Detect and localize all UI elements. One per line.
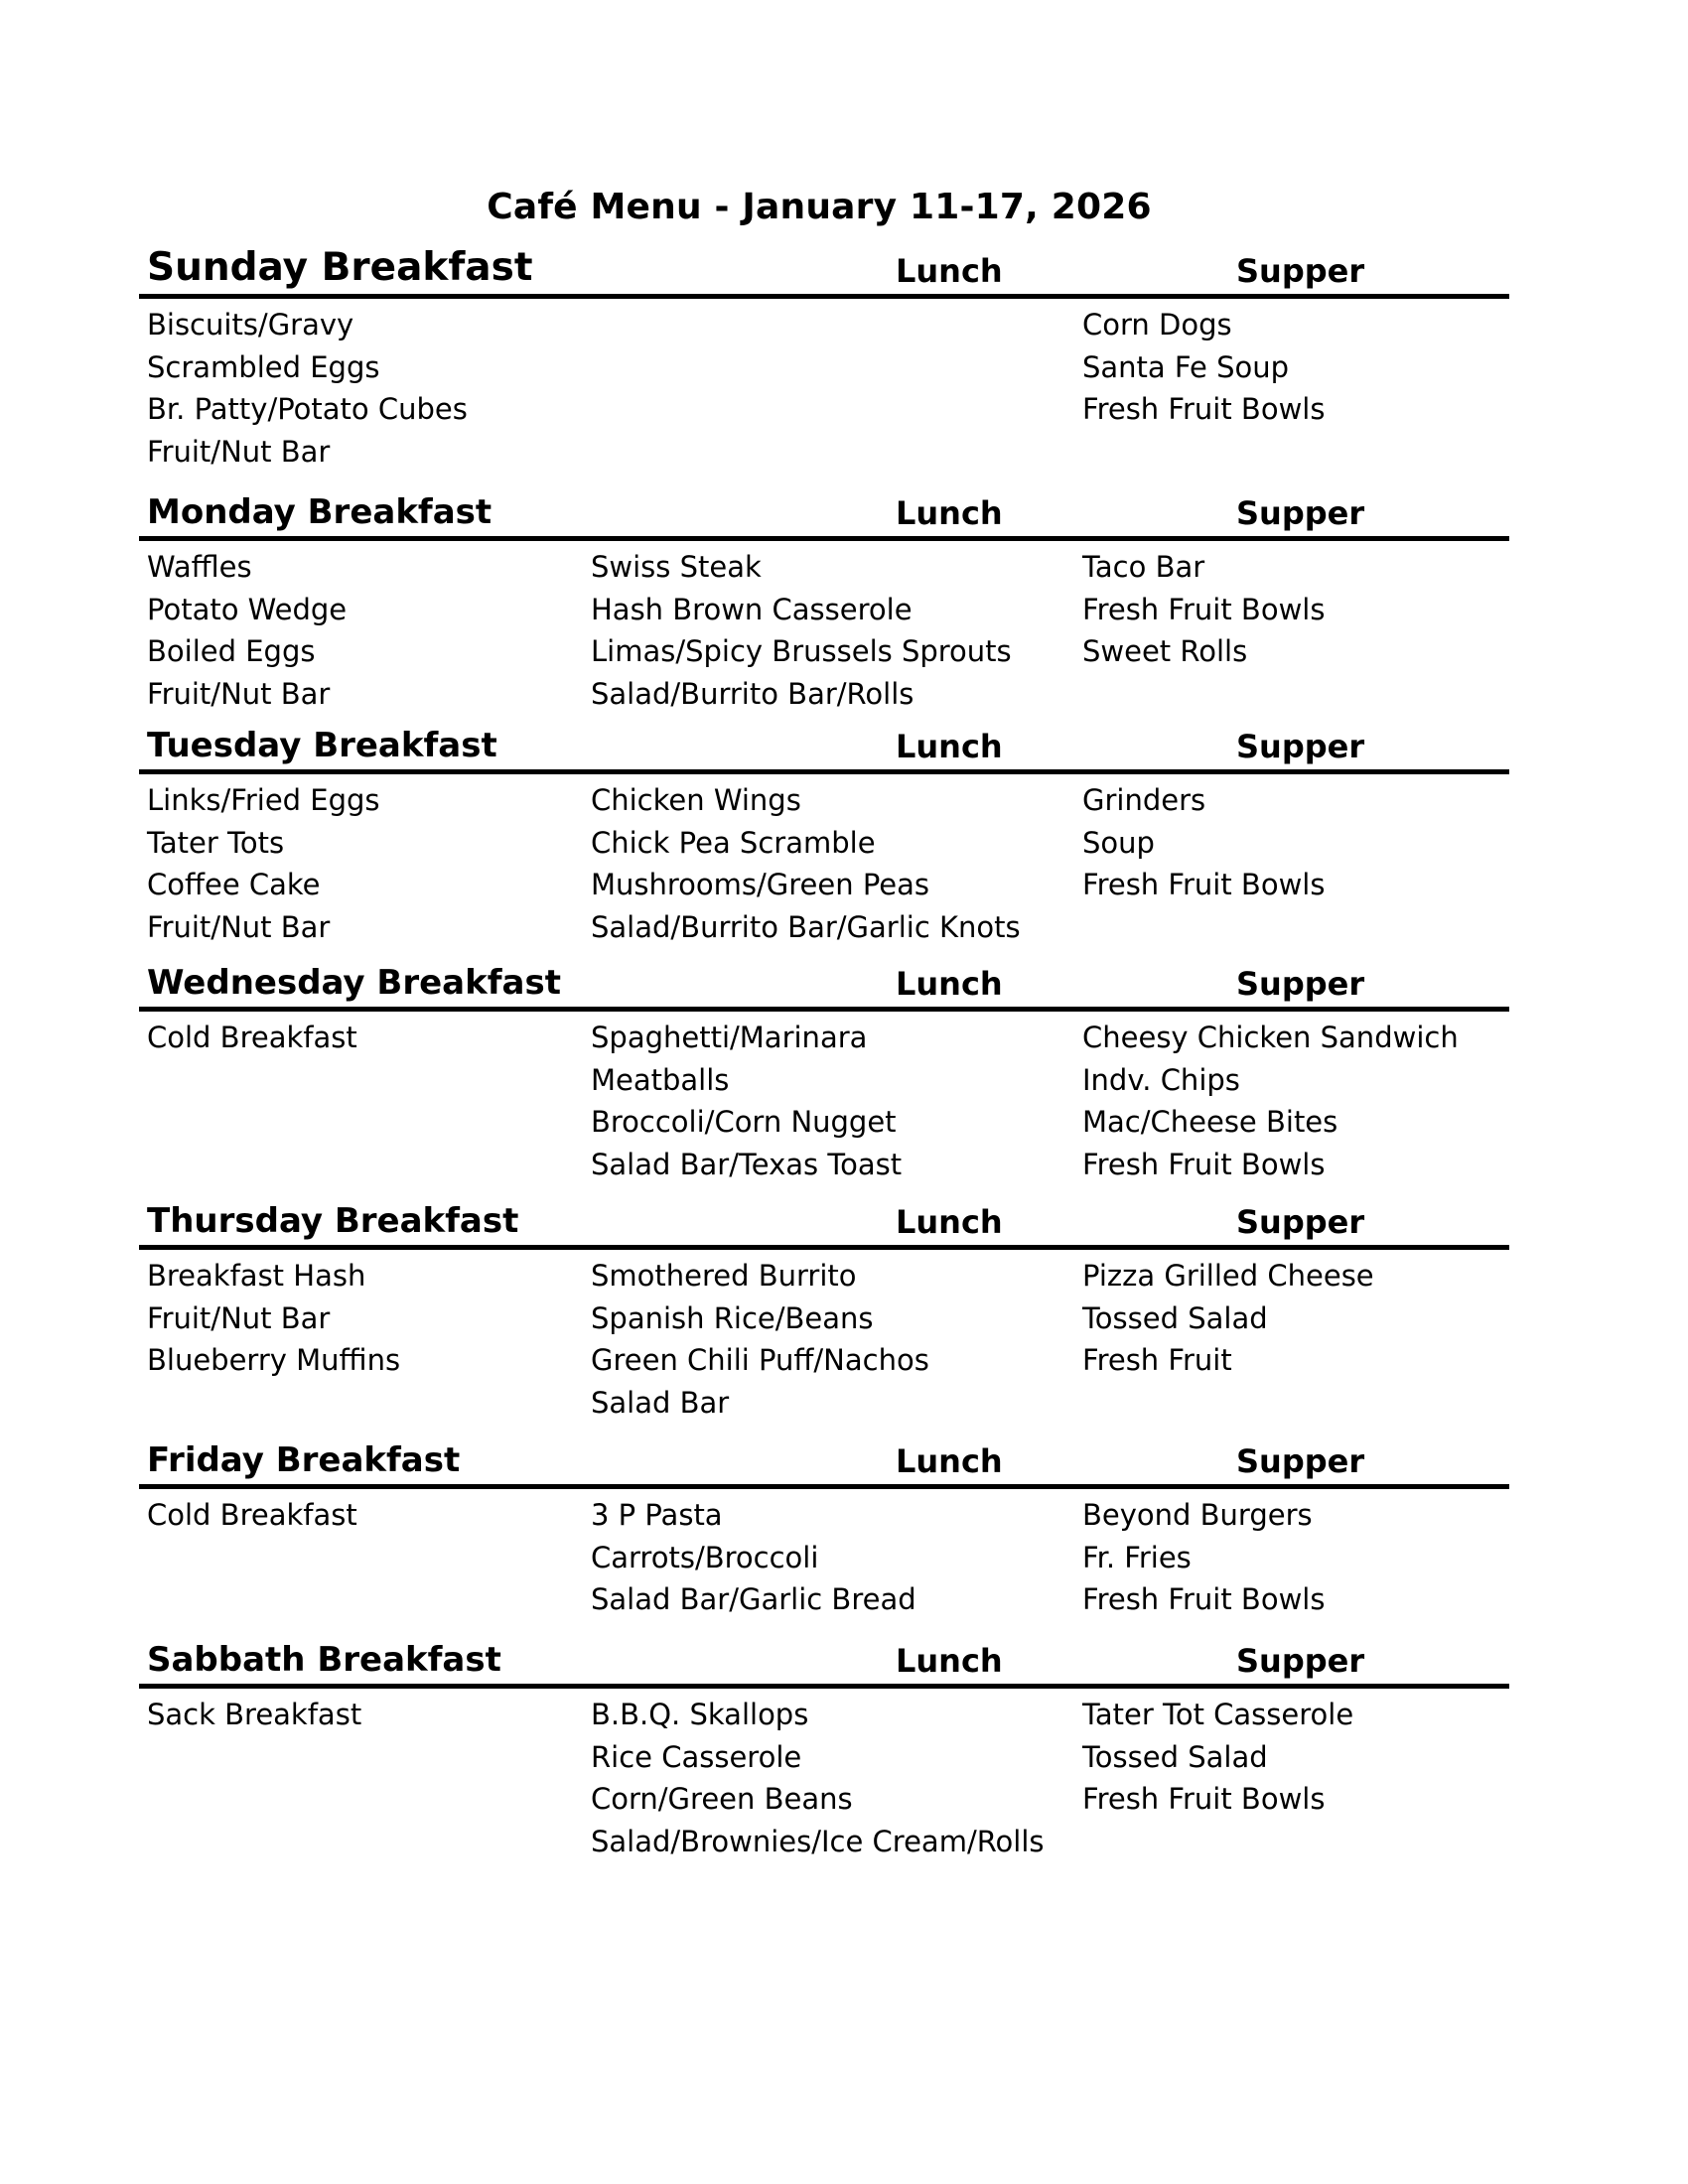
sunday-supper-list (1082, 304, 1325, 431)
menu-item: B.B.Q. Skallops (591, 1698, 809, 1731)
friday-breakfast-heading: Friday Breakfast (147, 1440, 461, 1480)
menu-item: Fresh Fruit Bowls (1082, 1582, 1326, 1616)
wednesday-lunch-heading: Lunch (896, 965, 1003, 1003)
day-section-monday (139, 480, 1509, 711)
monday-lunch-heading: Lunch (896, 494, 1003, 532)
sabbath-supper-list (1082, 1694, 1353, 1821)
wednesday-supper-list (1082, 1017, 1459, 1185)
tuesday-supper-list (1082, 779, 1325, 906)
menu-item: Sack Breakfast (147, 1698, 362, 1731)
menu-item: Limas/Spicy Brussels Sprouts (591, 634, 1012, 668)
thursday-lunch-heading: Lunch (896, 1203, 1003, 1241)
monday-breakfast-list (147, 546, 347, 715)
menu-item: Tossed Salad (1082, 1739, 1268, 1774)
menu-item: Fruit/Nut Bar (147, 1300, 331, 1335)
menu-item: Pizza Grilled Cheese (1082, 1259, 1374, 1293)
day-header-monday (139, 480, 1509, 541)
menu-item: Tater Tots (147, 825, 285, 860)
day-header-thursday (139, 1189, 1509, 1250)
menu-item: Spanish Rice/Beans (591, 1300, 874, 1335)
menu-item: Fresh Fruit Bowls (1082, 392, 1326, 426)
tuesday-breakfast-heading: Tuesday Breakfast (147, 726, 497, 765)
sabbath-lunch-list (591, 1694, 1045, 1862)
menu-item: Taco Bar (1082, 550, 1205, 584)
sunday-breakfast-list (147, 304, 468, 473)
menu-item: Grinders (1082, 783, 1206, 817)
menu-item: Green Chili Puff/Nachos (591, 1343, 929, 1377)
day-section-friday (139, 1429, 1509, 1616)
menu-item: Salad/Burrito Bar/Garlic Knots (591, 909, 1021, 944)
menu-item: Beyond Burgers (1082, 1498, 1313, 1532)
day-section-wednesday (139, 951, 1509, 1181)
menu-item: Salad/Brownies/Ice Cream/Rolls (591, 1824, 1045, 1858)
day-header-sunday (139, 238, 1509, 299)
menu-item: Meatballs (591, 1062, 730, 1097)
sabbath-supper-heading: Supper (1236, 1642, 1365, 1680)
monday-breakfast-heading: Monday Breakfast (147, 492, 492, 532)
tuesday-supper-heading: Supper (1236, 728, 1365, 765)
menu-item: Corn Dogs (1082, 308, 1232, 341)
day-header-friday (139, 1429, 1509, 1489)
menu-item: Rice Casserole (591, 1739, 802, 1774)
menu-item: Biscuits/Gravy (147, 308, 354, 341)
sunday-lunch-heading: Lunch (896, 252, 1003, 290)
day-section-sunday (139, 238, 1509, 469)
menu-item: Br. Patty/Potato Cubes (147, 392, 468, 426)
menu-item: Spaghetti/Marinara (591, 1021, 868, 1054)
menu-item: Blueberry Muffins (147, 1343, 401, 1377)
menu-item: Salad Bar/Texas Toast (591, 1147, 903, 1181)
wednesday-breakfast-list (147, 1017, 357, 1059)
menu-item: Fruit/Nut Bar (147, 434, 331, 469)
sabbath-breakfast-list (147, 1694, 361, 1736)
menu-item: Carrots/Broccoli (591, 1540, 819, 1574)
menu-item: Mushrooms/Green Peas (591, 868, 930, 901)
wednesday-breakfast-heading: Wednesday Breakfast (147, 963, 561, 1003)
menu-item: Chick Pea Scramble (591, 825, 876, 860)
menu-item: Fr. Fries (1082, 1540, 1192, 1574)
menu-item: Smothered Burrito (591, 1259, 857, 1293)
menu-item: Hash Brown Casserole (591, 592, 913, 626)
tuesday-lunch-heading: Lunch (896, 728, 1003, 765)
menu-item: Fresh Fruit Bowls (1082, 868, 1326, 901)
friday-breakfast-list (147, 1494, 357, 1537)
day-header-wednesday (139, 951, 1509, 1012)
day-header-tuesday (139, 714, 1509, 774)
menu-item: 3 P Pasta (591, 1498, 723, 1532)
day-section-tuesday (139, 714, 1509, 944)
menu-item: Fruit/Nut Bar (147, 676, 331, 711)
tuesday-lunch-list (591, 779, 1021, 948)
menu-item: Chicken Wings (591, 783, 801, 817)
friday-lunch-heading: Lunch (896, 1442, 1003, 1480)
menu-item: Cold Breakfast (147, 1498, 357, 1532)
menu-item: Fresh Fruit (1082, 1343, 1232, 1377)
sabbath-lunch-heading: Lunch (896, 1642, 1003, 1680)
friday-supper-heading: Supper (1236, 1442, 1365, 1480)
menu-item: Coffee Cake (147, 868, 321, 901)
menu-item: Fresh Fruit Bowls (1082, 1782, 1326, 1816)
sunday-supper-heading: Supper (1236, 252, 1365, 290)
menu-item: Boiled Eggs (147, 634, 316, 668)
menu-item: Fresh Fruit Bowls (1082, 1147, 1326, 1181)
menu-item: Soup (1082, 825, 1155, 860)
monday-lunch-list (591, 546, 1012, 715)
menu-item: Mac/Cheese Bites (1082, 1105, 1338, 1139)
menu-item: Scrambled Eggs (147, 349, 380, 384)
menu-item: Swiss Steak (591, 550, 762, 584)
menu-item: Cold Breakfast (147, 1021, 357, 1054)
sunday-breakfast-heading: Sunday Breakfast (147, 245, 533, 290)
monday-supper-heading: Supper (1236, 494, 1365, 532)
thursday-breakfast-list (147, 1255, 400, 1382)
day-section-thursday (139, 1189, 1509, 1420)
menu-item: Breakfast Hash (147, 1259, 366, 1293)
menu-item: Corn/Green Beans (591, 1782, 853, 1816)
thursday-lunch-list (591, 1255, 929, 1424)
menu-item: Tossed Salad (1082, 1300, 1268, 1335)
day-section-sabbath (139, 1628, 1509, 1858)
menu-item: Fruit/Nut Bar (147, 909, 331, 944)
menu-item: Indv. Chips (1082, 1062, 1240, 1097)
menu-item: Potato Wedge (147, 592, 348, 626)
monday-supper-list (1082, 546, 1325, 673)
menu-item: Waffles (147, 550, 252, 584)
day-header-sabbath (139, 1628, 1509, 1689)
menu-item: Cheesy Chicken Sandwich (1082, 1021, 1459, 1054)
thursday-supper-list (1082, 1255, 1374, 1382)
menu-item: Sweet Rolls (1082, 634, 1248, 668)
menu-item: Links/Fried Eggs (147, 783, 380, 817)
wednesday-lunch-list (591, 1017, 902, 1185)
sabbath-breakfast-heading: Sabbath Breakfast (147, 1640, 501, 1680)
menu-item: Salad/Burrito Bar/Rolls (591, 676, 914, 711)
friday-lunch-list (591, 1494, 916, 1621)
menu-item: Santa Fe Soup (1082, 349, 1290, 384)
menu-item: Fresh Fruit Bowls (1082, 592, 1326, 626)
friday-supper-list (1082, 1494, 1325, 1621)
tuesday-breakfast-list (147, 779, 380, 948)
page-title: Café Menu - January 11-17, 2026 (487, 187, 1152, 227)
thursday-supper-heading: Supper (1236, 1203, 1365, 1241)
menu-item: Salad Bar (591, 1385, 730, 1420)
menu-item: Broccoli/Corn Nugget (591, 1105, 897, 1139)
menu-item: Tater Tot Casserole (1082, 1698, 1354, 1731)
menu-item: Salad Bar/Garlic Bread (591, 1582, 916, 1616)
thursday-breakfast-heading: Thursday Breakfast (147, 1201, 519, 1241)
wednesday-supper-heading: Supper (1236, 965, 1365, 1003)
